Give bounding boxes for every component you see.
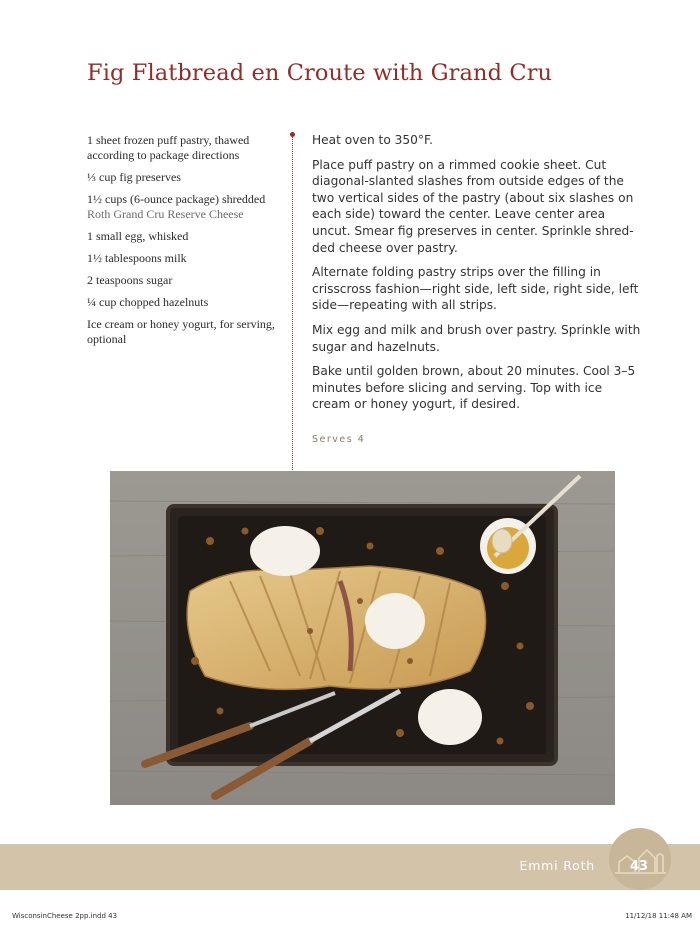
ingredient-item: ¼ cup chopped hazelnuts bbox=[87, 295, 209, 309]
ingredient-item: 1 small egg, whisked bbox=[87, 229, 189, 243]
direction-step: Place puff pastry on a rimmed cookie sheet. Cut diagonal-slanted slashes from outside edges of the two vertical sides of the pastry (about six slashes on each side) toward the center. Leave center area uncut. Smear fig preserves in center. Sprinkle shred-ded cheese over pastry. bbox=[312, 157, 634, 255]
column-divider bbox=[292, 137, 293, 470]
direction-step: Bake until golden brown, about 20 minutes. Cool 3–5 minutes before slicing and serving. Top with ice cream or honey yogurt, if desired. bbox=[312, 364, 636, 412]
ingredient-list bbox=[87, 133, 287, 354]
direction-step: Alternate folding pastry strips over the filling in crisscross fashion—right side, left side, right side, left side—repeating with all strips. bbox=[312, 265, 639, 313]
ingredient-item: 1½ tablespoons milk bbox=[87, 251, 187, 265]
ingredient-item: 1 sheet frozen puff pastry, thawed according to package directions bbox=[87, 133, 250, 162]
direction-step: Heat oven to 350°F. bbox=[312, 133, 433, 147]
page-number: 43 bbox=[629, 859, 649, 874]
flatbread bbox=[187, 566, 485, 689]
ingredient-item: 1½ cups (6-ounce package) shredded Roth Grand Cru Reserve Cheese bbox=[87, 192, 266, 221]
directions bbox=[312, 132, 642, 421]
ingredient-item: ⅓ cup fig preserves bbox=[87, 170, 181, 184]
cheese-brand-link: Roth Grand Cru Reserve Cheese bbox=[87, 207, 244, 221]
recipe-photo bbox=[110, 471, 615, 805]
recipe-title: Fig Flatbread en Croute with Grand Cru bbox=[87, 60, 553, 86]
footer-brand: Emmi Roth bbox=[519, 858, 595, 873]
print-slug-date: 11/12/18 11:48 AM bbox=[625, 912, 692, 920]
footer-band bbox=[0, 844, 700, 890]
ingredient-item: 2 teaspoons sugar bbox=[87, 273, 173, 287]
ingredient-item: Ice cream or honey yogurt, for serving, optional bbox=[87, 317, 275, 346]
direction-step: Mix egg and milk and brush over pastry. Sprinkle with sugar and hazelnuts. bbox=[312, 322, 641, 354]
serves-label: Serves 4 bbox=[312, 434, 366, 445]
print-slug-file: WisconsinCheese 2pp.indd 43 bbox=[12, 912, 118, 920]
